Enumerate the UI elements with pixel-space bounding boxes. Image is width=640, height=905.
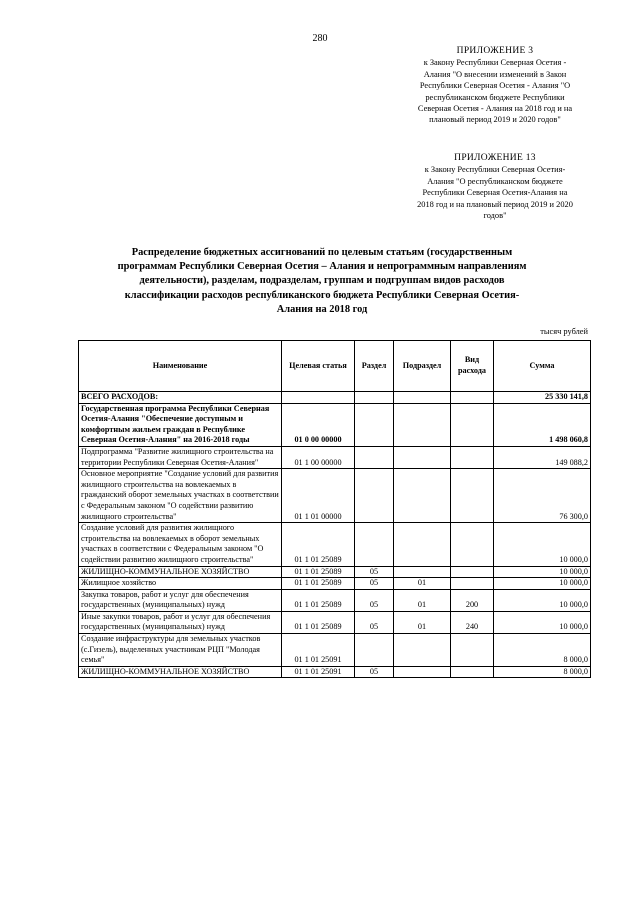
cell-target: 01 1 01 25091: [282, 666, 355, 678]
appendix-13-line: годов": [483, 211, 507, 221]
header-type: Вид расхода: [451, 341, 494, 392]
cell-subsection: [394, 446, 451, 468]
appendix-3-line: Алания "О внесении изменений в Закон: [423, 69, 567, 79]
cell-sum: 25 330 141,8: [494, 392, 591, 404]
document-title: [82, 246, 562, 317]
cell-sum: 1 498 060,8: [494, 403, 591, 446]
cell-sum: 8 000,0: [494, 634, 591, 667]
appendix-13-title: ПРИЛОЖЕНИЕ 13: [454, 153, 536, 163]
cell-subsection: [394, 523, 451, 566]
cell-sum: 149 088,2: [494, 446, 591, 468]
appendix-3-line: плановый период 2019 и 2020 годов": [429, 115, 561, 125]
cell-subsection: [394, 392, 451, 404]
cell-target: 01 1 01 25089: [282, 523, 355, 566]
cell-subsection: [394, 666, 451, 678]
cell-section: 05: [355, 611, 394, 633]
cell-target: 01 1 01 25089: [282, 611, 355, 633]
cell-name: Закупка товаров, работ и услуг для обеспечения государственных (муниципальных) нужд: [79, 589, 282, 611]
appendix-3-line: Северная Осетия - Алания на 2018 год и на: [417, 104, 573, 114]
title-line: программам Республики Северная Осетия – Алания и непрограммным направлениям: [117, 261, 527, 273]
cell-sum: 10 000,0: [494, 523, 591, 566]
cell-target: 01 1 01 25091: [282, 634, 355, 667]
cell-type: [451, 469, 494, 523]
cell-name: Создание условий для развития жилищного строительства на вовлекаемых в оборот земельных участках в соответствии с Федеральным законом "О содействии развитию жилищного строительства": [79, 523, 282, 566]
cell-section: 05: [355, 578, 394, 590]
table-row: [79, 446, 591, 468]
header-name: Наименование: [79, 341, 282, 392]
cell-name: Основное мероприятие "Создание условий для развития жилищного строительства на вовлекаемых в гражданский оборот земельных участках в соответствии с Федеральным законом "О содействии развитию жилищного строительства": [79, 469, 282, 523]
cell-subsection: [394, 634, 451, 667]
cell-sum: 10 000,0: [494, 589, 591, 611]
cell-section: 05: [355, 589, 394, 611]
table-row: [79, 392, 591, 404]
table-row: [79, 578, 591, 590]
table-row: [79, 566, 591, 578]
title-line: деятельности), разделам, подразделам, группам и подгруппам видов расходов: [139, 275, 505, 287]
cell-sum: 76 300,0: [494, 469, 591, 523]
cell-subsection: 01: [394, 578, 451, 590]
table-header-row: [79, 341, 591, 392]
header-sum: Сумма: [494, 341, 591, 392]
cell-type: [451, 523, 494, 566]
cell-type: [451, 634, 494, 667]
cell-type: [451, 666, 494, 678]
cell-section: 05: [355, 666, 394, 678]
title-line: классификации расходов республиканского бюджета Республики Северная Осетия-: [124, 289, 520, 301]
table-row: [79, 403, 591, 446]
cell-target: 01 1 01 25089: [282, 578, 355, 590]
appendix-3-line: республиканском бюджете Республики: [425, 92, 565, 102]
title-line: Распределение бюджетных ассигнований по целевым статьям (государственным: [131, 247, 513, 258]
cell-target: 01 0 00 00000: [282, 403, 355, 446]
header-subsection: Подраздел: [394, 341, 451, 392]
page-number: 280: [312, 33, 328, 44]
appendix-3-line: к Закону Республики Северная Осетия -: [423, 58, 567, 68]
table-row: [79, 469, 591, 523]
appendix-13-line: Республики Северная Осетия-Алания на: [422, 188, 568, 198]
cell-type: [451, 392, 494, 404]
title-line: Алания на 2018 год: [276, 303, 368, 315]
cell-name: Подпрограмма "Развитие жилищного строительства на территории Республики Северная Осетия-Алания": [79, 446, 282, 468]
appendix-13-block: [392, 153, 598, 221]
cell-sum: 10 000,0: [494, 566, 591, 578]
cell-subsection: 01: [394, 611, 451, 633]
table-row: [79, 611, 591, 633]
cell-subsection: 01: [394, 589, 451, 611]
cell-subsection: [394, 469, 451, 523]
appendix-13-line: к Закону Республики Северная Осетия-: [424, 165, 566, 175]
cell-section: [355, 523, 394, 566]
cell-section: [355, 469, 394, 523]
cell-name: Государственная программа Республики Северная Осетия-Алания "Обеспечение доступным и комфортным жильем граждан в Республике Северная Осетия-Алания" на 2016-2018 годы: [79, 403, 282, 446]
table-row: [79, 634, 591, 667]
budget-table: [78, 340, 591, 678]
cell-type: [451, 566, 494, 578]
cell-type: [451, 446, 494, 468]
header-section: Раздел: [355, 341, 394, 392]
appendix-3-title: ПРИЛОЖЕНИЕ 3: [456, 46, 534, 56]
cell-name: ЖИЛИЩНО-КОММУНАЛЬНОЕ ХОЗЯЙСТВО: [79, 566, 282, 578]
cell-section: [355, 446, 394, 468]
cell-name: Создание инфраструктуры для земельных участков (с.Гизель), выделенных участникам РЦП "Молодая семья": [79, 634, 282, 667]
cell-section: [355, 392, 394, 404]
cell-target: 01 1 01 25089: [282, 566, 355, 578]
cell-name: ВСЕГО РАСХОДОВ:: [79, 392, 282, 404]
cell-section: [355, 634, 394, 667]
units-label: тысяч рублей: [540, 327, 588, 336]
cell-type: 240: [451, 611, 494, 633]
appendix-3-block: [392, 46, 598, 126]
cell-sum: 10 000,0: [494, 578, 591, 590]
cell-section: 05: [355, 566, 394, 578]
appendix-13-line: 2018 год и на плановый период 2019 и 2020: [417, 199, 573, 209]
table-row: [79, 523, 591, 566]
cell-type: 200: [451, 589, 494, 611]
cell-target: 01 1 01 25089: [282, 589, 355, 611]
cell-sum: 8 000,0: [494, 666, 591, 678]
appendix-13-line: Алания "О республиканском бюджете: [427, 176, 563, 186]
table-row: [79, 666, 591, 678]
table-body: [79, 392, 591, 678]
cell-target: [282, 392, 355, 404]
header-target: Целевая статья: [282, 341, 355, 392]
cell-type: [451, 578, 494, 590]
cell-section: [355, 403, 394, 446]
cell-subsection: [394, 403, 451, 446]
cell-target: 01 1 00 00000: [282, 446, 355, 468]
cell-sum: 10 000,0: [494, 611, 591, 633]
cell-name: Иные закупки товаров, работ и услуг для обеспечения государственных (муниципальных) нужд: [79, 611, 282, 633]
table-row: [79, 589, 591, 611]
cell-name: ЖИЛИЩНО-КОММУНАЛЬНОЕ ХОЗЯЙСТВО: [79, 666, 282, 678]
cell-type: [451, 403, 494, 446]
cell-name: Жилищное хозяйство: [79, 578, 282, 590]
cell-subsection: [394, 566, 451, 578]
cell-target: 01 1 01 00000: [282, 469, 355, 523]
appendix-3-line: Республики Северная Осетия - Алания "О: [419, 81, 571, 91]
